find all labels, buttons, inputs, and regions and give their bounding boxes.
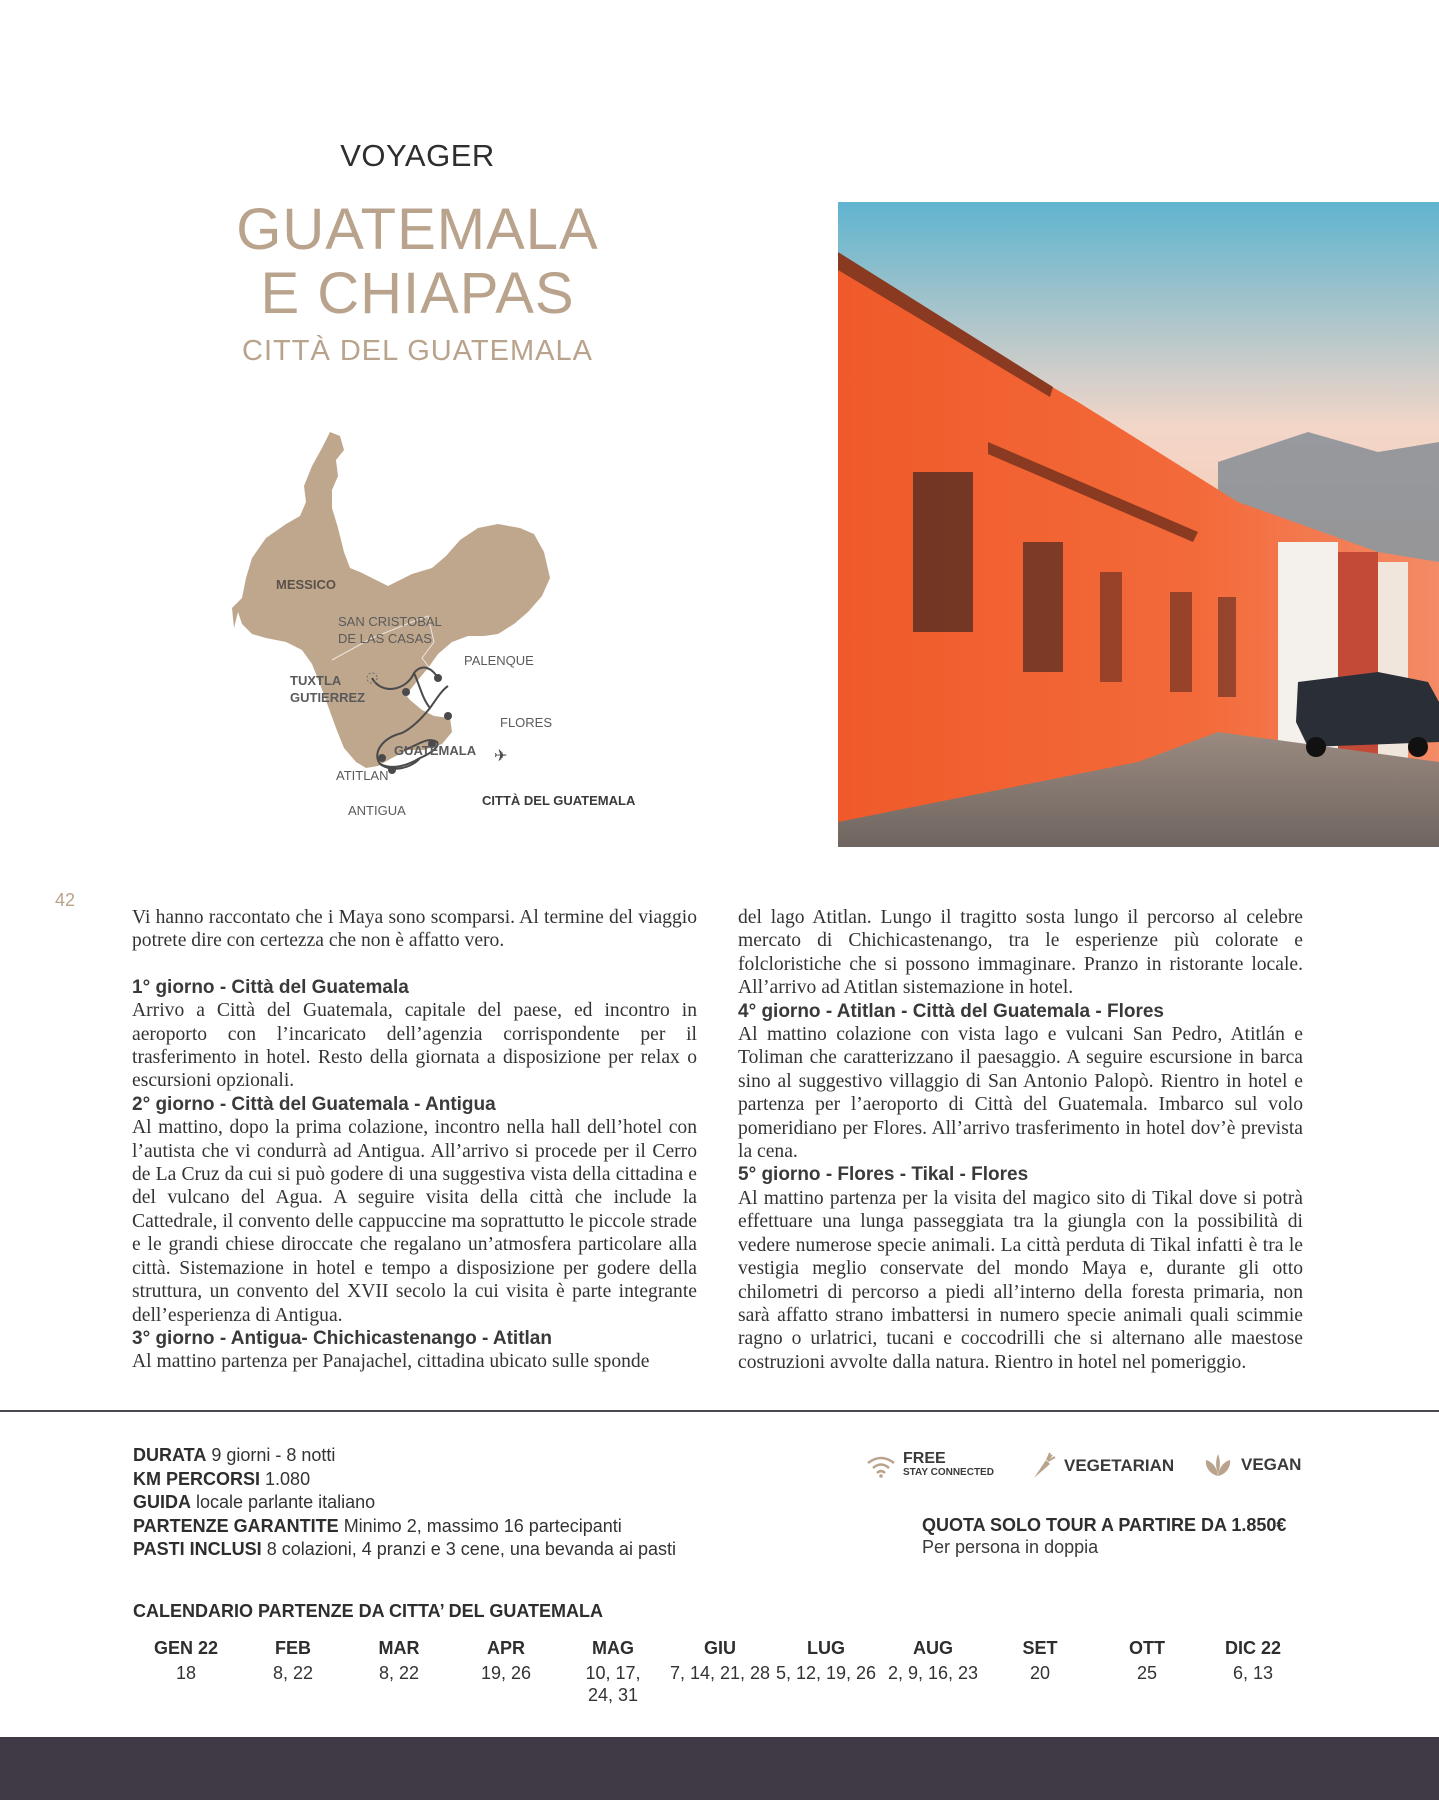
label-messico: MESSICO — [276, 577, 336, 592]
calendar-month: LUG 5, 12, 19, 26 — [775, 1638, 877, 1683]
info-guida: GUIDA locale parlante italiano — [133, 1492, 376, 1513]
section-divider — [0, 1410, 1439, 1412]
price-note: Per persona in doppia — [922, 1537, 1099, 1557]
leaf-icon — [1203, 1452, 1233, 1478]
amenity-vegetarian — [1030, 1452, 1174, 1480]
amenity-free-sub: STAY CONNECTED — [903, 1467, 994, 1478]
label-guatemala: GUATEMALA — [394, 743, 477, 758]
day4-title: 4° giorno - Atitlan - Città del Guatemala - Flores — [738, 1000, 1164, 1022]
info-durata: DURATA 9 giorni - 8 notti — [133, 1445, 336, 1465]
label-tuxtla-1: TUXTLA — [290, 673, 342, 688]
label-palenque: PALENQUE — [464, 653, 534, 668]
itinerary-column-1 — [132, 906, 697, 1374]
calendar-title: CALENDARIO PARTENZE DA CITTA’ DEL GUATEMALA — [133, 1601, 603, 1621]
calendar-month: GEN 22 18 — [153, 1638, 219, 1683]
stop-palenque — [434, 674, 442, 682]
amenity-wifi — [865, 1452, 994, 1480]
page-subtitle: CITTÀ DEL GUATEMALA — [242, 335, 593, 367]
label-atitlan: ATITLAN — [336, 768, 389, 783]
stop-flores — [444, 712, 452, 720]
stop-antigua — [388, 766, 396, 774]
price-block — [922, 1514, 1352, 1558]
day5-title: 5° giorno - Flores - Tikal - Flores — [738, 1164, 1029, 1186]
amenity-free-label: FREE — [903, 1450, 946, 1467]
itinerary-column-2 — [738, 906, 1303, 1374]
calendar-month: MAR 8, 22 — [378, 1638, 420, 1683]
day2-text: Al mattino, dopo la prima colazione, incontro nella hall dell’hotel con l’autista che vi condurrà ad Antigua. All’arrivo si procede per il Cerro de La Cruz da cui si può godere di una suggestiva vista della cittadina e del vulcano del Agua. A seguire visita della città che include la Cattedrale, il convento delle cappuccine ma soprattutto le piccole strade e le grandi chiese diroccate che regalano un’atmosfera particolare alla città. Sistemazione in hotel e tempo a disposizione per godere della struttura, un convento del XVII secolo la cui visita è parte integrante dell’esperienza di Antigua. — [132, 1117, 697, 1326]
info-pasti: PASTI INCLUSI 8 colazioni, 4 pranzi e 3 cene, una bevanda ai pasti — [133, 1539, 676, 1560]
day4-text: Al mattino colazione con vista lago e vulcani San Pedro, Atitlán e Toliman che caratterizzano il paesaggio. A seguire escursione in barca sino al suggestivo villaggio di San Antonio Palopò. Rientro in hotel e partenza per l’aeroporto di Città del Guatemala. Imbarco sul volo pomeridiano per Flores. All’arrivo trasferimento in hotel dov’è prevista la cena. — [738, 1024, 1303, 1163]
label-antigua: ANTIGUA — [348, 803, 406, 818]
airplane-icon: ✈ — [494, 746, 508, 765]
tour-info — [133, 1444, 693, 1562]
calendar-month: AUG 2, 9, 16, 23 — [887, 1638, 979, 1683]
calendar-month: GIU 7, 14, 21, 28 — [669, 1638, 771, 1683]
intro-text: Vi hanno raccontato che i Maya sono scomparsi. Al termine del viaggio potrete dire con certezza che non è affatto vero. — [132, 907, 697, 952]
title-line-2: E CHIAPAS — [260, 261, 575, 326]
calendar-month: DIC 22 6, 13 — [1224, 1638, 1282, 1683]
day2-title: 2° giorno - Città del Guatemala - Antigua — [132, 1093, 496, 1115]
street-photo — [838, 202, 1439, 847]
stop-san-cristobal — [402, 688, 410, 696]
info-km: KM PERCORSI 1.080 — [133, 1468, 311, 1489]
day3-text-b: del lago Atitlan. Lungo il tragitto sosta lungo il percorso al celebre mercato di Chichicastenango, tra le esperienze più colorate e folcloristiche che si possono immaginare. Pranzo in ristorante locale. All’arrivo ad Atitlan sistemazione in hotel. — [738, 907, 1303, 999]
wifi-icon — [865, 1453, 897, 1479]
label-citta-guatemala: CITTÀ DEL GUATEMALA — [482, 793, 636, 808]
calendar-month: MAG 10, 17, 24, 31 — [585, 1638, 641, 1705]
calendar-month: OTT 25 — [1129, 1638, 1165, 1683]
day1-text: Arrivo a Città del Guatemala, capitale del paese, ed incontro in aeroporto con l’incaricato dell’agenzia corrispondente per il trasferimento in hotel. Resto della giornata a disposizione per relax o escursioni opzionali. — [132, 1000, 697, 1092]
page-title — [200, 198, 635, 326]
calendar-month: APR 19, 26 — [480, 1638, 532, 1683]
route-map — [232, 428, 672, 828]
amenity-vegan-label: VEGAN — [1241, 1455, 1302, 1474]
stop-atitlan — [378, 754, 386, 762]
price-headline: QUOTA SOLO TOUR A PARTIRE DA 1.850€ — [922, 1515, 1287, 1535]
label-flores: FLORES — [500, 715, 553, 730]
carrot-icon — [1030, 1452, 1056, 1480]
footer-band — [0, 1737, 1439, 1800]
calendar-month: FEB 8, 22 — [272, 1638, 314, 1683]
day1-title: 1° giorno - Città del Guatemala — [132, 976, 409, 998]
amenity-vegetarian-label: VEGETARIAN — [1064, 1456, 1175, 1475]
info-partenze: PARTENZE GARANTITE Minimo 2, massimo 16 partecipanti — [133, 1515, 622, 1536]
day3-text-a: Al mattino partenza per Panajachel, cittadina ubicato sulle sponde — [132, 1351, 650, 1373]
calendar-month: SET 20 — [1022, 1638, 1058, 1683]
page-number: 42 — [55, 890, 76, 910]
day3-title: 3° giorno - Antigua- Chichicastenango - Atitlan — [132, 1327, 552, 1349]
label-san-cristobal-2: DE LAS CASAS — [338, 631, 432, 646]
day5-text: Al mattino partenza per la visita del magico sito di Tikal dove si potrà effettuare una lunga passeggiata tra la giungla con la possibilità di vedere numerose specie animali. La città perduta di Tikal infatti è tra le vestigia meglio conservate del mondo Maya e, durante gli otto chilometri di percorso a piedi all’interno della foresta primaria, non sarà affatto strano imbattersi in numero specie animali quali scimmie ragno o urlatrici, tucani e coccodrilli che si alternano alle maestose costruzioni avvolte dalla natura. Rientro in hotel nel pomeriggio. — [738, 1187, 1303, 1373]
label-tuxtla-2: GUTIERREZ — [290, 690, 366, 705]
amenity-vegan — [1203, 1452, 1301, 1478]
label-san-cristobal-1: SAN CRISTOBAL — [338, 614, 442, 629]
amenities — [865, 1452, 1345, 1482]
brand-name: VOYAGER — [340, 138, 495, 173]
title-line-1: GUATEMALA — [236, 197, 599, 262]
